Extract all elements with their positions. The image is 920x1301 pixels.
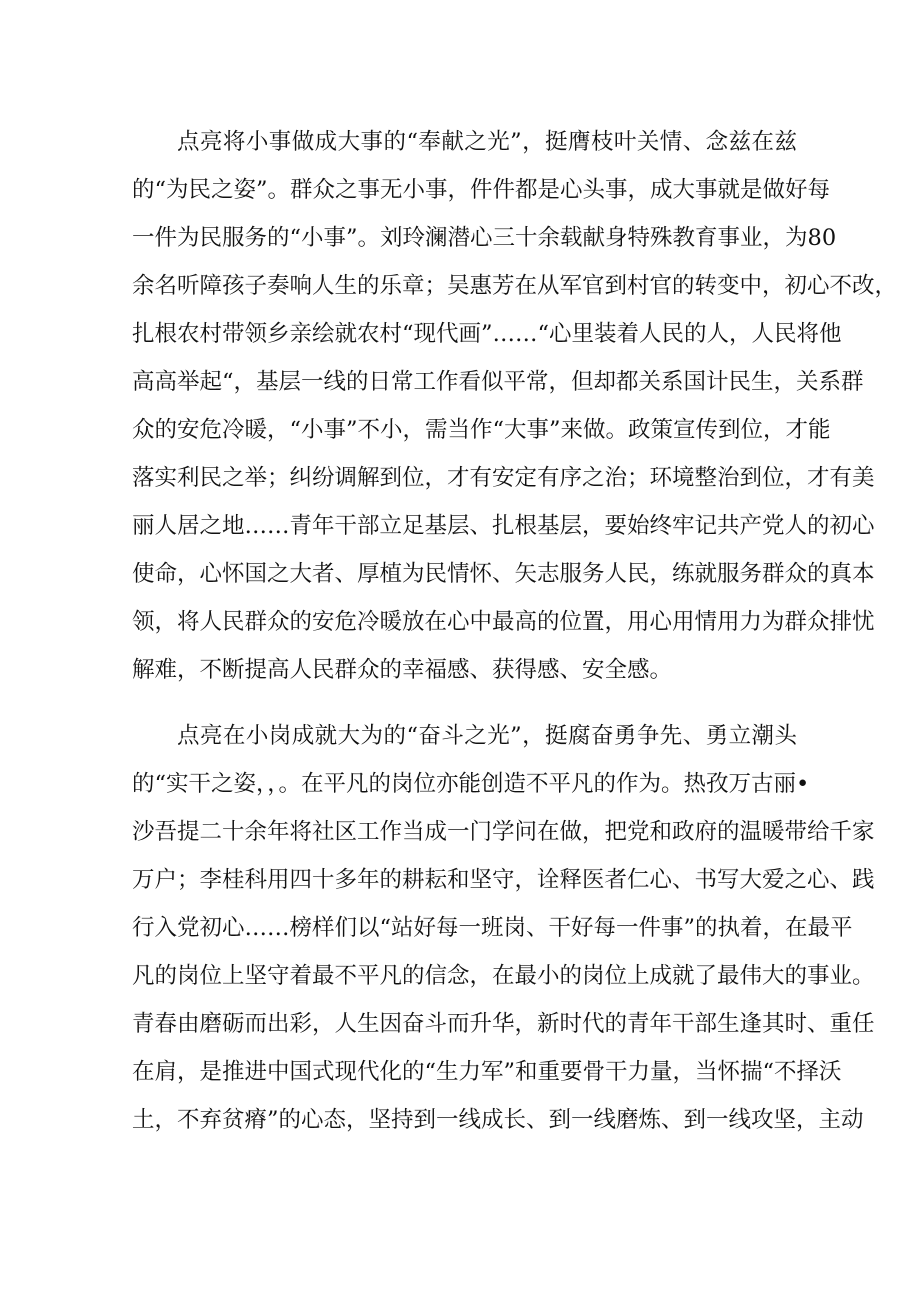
paragraph-line: 在肩，是推进中国式现代化的“生力军”和重要骨干力量，当怀揣“不择沃 bbox=[132, 1059, 842, 1085]
paragraph-line: 点亮在小岗成就大为的“奋斗之光”，挺腐奋勇争先、勇立潮头 bbox=[177, 723, 797, 749]
paragraph-line: 丽人居之地……青年干部立足基层、扎根基层，要始终牢记共产党人的初心 bbox=[132, 513, 875, 539]
paragraph-line: 扎根农村带领乡亲绘就农村“现代画”……“心里装着人民的人，人民将他 bbox=[132, 321, 842, 347]
paragraph-dedication bbox=[132, 118, 898, 694]
paragraph-line: 余名听障孩子奏响人生的乐章；吴惠芳在从军官到村官的转变中，初心不改， bbox=[132, 273, 898, 299]
paragraph-line: 众的安危冷暖，“小事”不小，需当作“大事”来做。政策宣传到位，才能 bbox=[132, 417, 831, 443]
paragraph-line: 领，将人民群众的安危冷暖放在心中最高的位置，用心用情用力为群众排忧 bbox=[132, 609, 875, 635]
paragraph-line: 落实利民之举；纠纷调解到位，才有安定有序之治；环境整治到位，才有美 bbox=[132, 465, 875, 491]
paragraph-line: 的“为民之姿”。群众之事无小事，件件都是心头事，成大事就是做好每 bbox=[132, 177, 831, 203]
paragraph-line: 土，不弃贫瘠”的心态，坚持到一线成长、到一线磨炼、到一线攻坚，主动 bbox=[132, 1107, 864, 1133]
paragraph-line: 一件为民服务的“小事”。刘玲澜潜心三十余载献身特殊教育事业，为80 bbox=[132, 225, 837, 251]
paragraph-line: 沙吾提二十余年将社区工作当成一门学问在做，把党和政府的温暖带给千家 bbox=[132, 819, 875, 845]
paragraph-line: 点亮将小事做成大事的“奉献之光”，挺膺枝叶关情、念兹在兹 bbox=[177, 129, 797, 155]
paragraph-line: 凡的岗位上坚守着最不平凡的信念，在最小的岗位上成就了最伟大的事业。 bbox=[132, 963, 875, 989]
paragraph-line: 高高举起“，基层一线的日常工作看似平常，但却都关系国计民生，关系群 bbox=[132, 369, 864, 395]
paragraph-line: 行入党初心……榜样们以“站好每一班岗、干好每一件事”的执着，在最平 bbox=[132, 915, 853, 941]
paragraph-line: 万户；李桂科用四十多年的耕耘和坚守，诠释医者仁心、书写大爱之心、践 bbox=[132, 867, 875, 893]
paragraph-line: 青春由磨砺而出彩，人生因奋斗而升华，新时代的青年干部生逢其时、重任 bbox=[132, 1011, 875, 1037]
paragraph-line: 解难，不断提高人民群众的幸福感、获得感、安全感。 bbox=[132, 657, 673, 683]
paragraph-struggle bbox=[132, 712, 875, 1144]
paragraph-line: 的“实干之姿，，。在平凡的岗位亦能创造不平凡的作为。热孜万古丽• bbox=[132, 771, 810, 797]
paragraph-line: 使命，心怀国之大者、厚植为民情怀、矢志服务人民，练就服务群众的真本 bbox=[132, 561, 875, 587]
